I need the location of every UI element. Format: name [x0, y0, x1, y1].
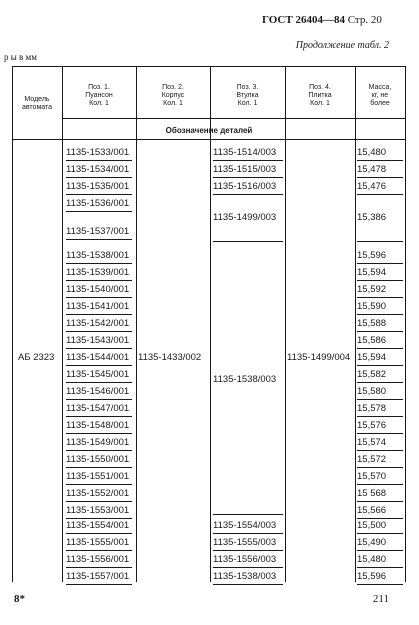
pos1-cell: 1135-1555/001 — [66, 537, 130, 548]
mass-cell: 15,588 — [357, 318, 387, 329]
pos1-underline — [66, 280, 132, 281]
designation-rule — [12, 139, 405, 140]
pos3-cell: 1135-1538/003 — [213, 571, 277, 582]
pos3-underline — [213, 584, 283, 585]
mass-underline — [357, 348, 403, 349]
pos1-cell: 1135-1535/001 — [66, 181, 130, 192]
pos3-cell: 1135-1555/003 — [213, 537, 277, 548]
mass-underline — [357, 399, 403, 400]
designation-subheader: Обозначение деталей — [165, 126, 253, 135]
mass-cell: 15,586 — [357, 335, 387, 346]
column-header-2 — [138, 84, 208, 108]
pos1-underline — [66, 239, 132, 240]
doc-number: ГОСТ 26404—84 — [262, 14, 345, 26]
pos1-underline — [66, 382, 132, 383]
pos1-underline — [66, 399, 132, 400]
mass-cell: 15,480 — [357, 147, 387, 158]
pos3-underline — [213, 550, 283, 551]
pos1-cell: 1135-1547/001 — [66, 403, 130, 414]
mass-underline — [357, 550, 403, 551]
pos1-underline — [66, 194, 132, 195]
mass-underline — [357, 331, 403, 332]
pos1-underline — [66, 263, 132, 264]
table-vline-3 — [210, 66, 211, 582]
pos3-underline — [213, 194, 283, 195]
mass-cell: 15,580 — [357, 386, 387, 397]
column-header-line: Поз. 1. — [88, 84, 110, 91]
pos1-underline — [66, 518, 132, 519]
footer-page-number: 211 — [372, 593, 389, 605]
column-header-5 — [357, 84, 403, 108]
korpus-cell: 1135-1433/002 — [138, 352, 202, 363]
table-continuation-note: Продолжение табл. 2 — [295, 40, 389, 51]
pos1-underline — [66, 550, 132, 551]
pos1-cell: 1135-1537/001 — [66, 226, 130, 237]
mass-cell: 15,572 — [357, 454, 387, 465]
pos1-underline — [66, 484, 132, 485]
pos3-merged-cell-2: 1135-1538/003 — [213, 374, 277, 385]
mass-underline — [357, 501, 403, 502]
pos1-underline — [66, 584, 132, 585]
pos3-cell: 1135-1556/003 — [213, 554, 277, 565]
table-vline-5 — [355, 66, 356, 582]
pos1-cell: 1135-1553/001 — [66, 505, 130, 516]
mass-cell: 15,582 — [357, 369, 387, 380]
mass-merged-underline — [357, 241, 403, 242]
pos1-underline — [66, 331, 132, 332]
mass-cell: 15,476 — [357, 181, 387, 192]
mass-underline — [357, 567, 403, 568]
mass-underline — [357, 584, 403, 585]
mass-underline — [357, 382, 403, 383]
column-header-1 — [64, 84, 134, 108]
mass-underline — [357, 314, 403, 315]
pos1-underline — [66, 450, 132, 451]
pos1-cell: 1135-1544/001 — [66, 352, 130, 363]
pos1-cell: 1135-1554/001 — [66, 520, 130, 531]
pos3-cell: 1135-1514/003 — [213, 147, 277, 158]
mass-cell: 15,574 — [357, 437, 387, 448]
pos1-cell: 1135-1542/001 — [66, 318, 130, 329]
pos1-underline — [66, 365, 132, 366]
pos3-cell: 1135-1516/003 — [213, 181, 277, 192]
mass-cell: 15,594 — [357, 267, 387, 278]
pos1-underline — [66, 567, 132, 568]
pos1-cell: 1135-1540/001 — [66, 284, 130, 295]
pos3-cell: 1135-1515/003 — [213, 164, 277, 175]
units-note: р ы в мм — [4, 52, 37, 62]
mass-cell: 15,478 — [357, 164, 387, 175]
pos1-cell: 1135-1539/001 — [66, 267, 130, 278]
pos1-cell: 1135-1546/001 — [66, 386, 130, 397]
column-header-line: Масса, — [368, 84, 392, 91]
page-number: Стр. 20 — [347, 14, 382, 26]
column-header-line: Поз. 4. — [309, 84, 331, 91]
pos1-cell: 1135-1556/001 — [66, 554, 130, 565]
pos3-merged-underline-2 — [213, 514, 283, 515]
footer-left-mark: 8* — [14, 593, 25, 605]
pos1-cell: 1135-1536/001 — [66, 198, 130, 209]
pos3-merged-cell: 1135-1499/003 — [213, 212, 277, 223]
table-vline-4 — [285, 66, 286, 582]
column-header-line: Кол. 1 — [163, 100, 183, 107]
column-header-line: Поз. 2. — [162, 84, 184, 91]
pos3-underline — [213, 160, 283, 161]
mass-underline — [357, 263, 403, 264]
pos1-underline — [66, 297, 132, 298]
pos1-cell: 1135-1538/001 — [66, 250, 130, 261]
mass-underline — [357, 484, 403, 485]
mass-cell: 15,566 — [357, 505, 387, 516]
column-header-4 — [287, 84, 353, 108]
pos1-underline — [66, 416, 132, 417]
table-vline-2 — [136, 66, 137, 582]
mass-cell: 15 568 — [357, 488, 387, 499]
model-cell: АБ 2323 — [18, 352, 55, 363]
mass-cell: 15,500 — [357, 520, 387, 531]
column-header-line: Пуансон — [85, 92, 113, 99]
pos1-underline — [66, 348, 132, 349]
pos1-cell: 1135-1549/001 — [66, 437, 130, 448]
mass-cell: 15,576 — [357, 420, 387, 431]
pos1-underline — [66, 160, 132, 161]
pos1-underline — [66, 533, 132, 534]
mass-cell: 15,596 — [357, 571, 387, 582]
column-header-line: кг, не — [371, 92, 389, 99]
pos1-cell: 1135-1548/001 — [66, 420, 130, 431]
mass-cell: 15,490 — [357, 537, 387, 548]
column-header-line: автомата — [21, 104, 53, 111]
column-header-0 — [14, 96, 60, 112]
pos3-underline — [213, 177, 283, 178]
table-vline-1 — [62, 66, 63, 582]
pos3-cell: 1135-1554/003 — [213, 520, 277, 531]
mass-underline — [357, 160, 403, 161]
mass-underline — [357, 433, 403, 434]
pos1-cell: 1135-1552/001 — [66, 488, 130, 499]
pos3-underline — [213, 567, 283, 568]
mass-underline — [357, 194, 403, 195]
pos1-cell: 1135-1534/001 — [66, 164, 130, 175]
column-header-3 — [212, 84, 283, 108]
mass-cell: 15,592 — [357, 284, 387, 295]
pos1-cell: 1135-1533/001 — [66, 147, 130, 158]
mass-underline — [357, 297, 403, 298]
table-top-rule — [12, 66, 405, 67]
header-rule — [62, 118, 405, 119]
pos1-underline — [66, 433, 132, 434]
mass-cell: 15,480 — [357, 554, 387, 565]
pos3-underline — [213, 533, 283, 534]
pos1-cell: 1135-1545/001 — [66, 369, 130, 380]
mass-cell: 15,590 — [357, 301, 387, 312]
column-header-line: Корпус — [161, 92, 185, 99]
column-header-line: Плитка — [308, 92, 332, 99]
pos3-merged-underline — [213, 241, 283, 242]
column-header-line: Кол. 1 — [237, 100, 258, 107]
pos1-cell: 1135-1551/001 — [66, 471, 130, 482]
column-header-line: Втулка — [236, 92, 259, 99]
table-vline-0 — [12, 66, 13, 582]
column-header-line: Кол. 1 — [89, 100, 109, 107]
mass-underline — [357, 450, 403, 451]
column-header-line: Поз. 3. — [236, 84, 259, 91]
mass-underline — [357, 365, 403, 366]
mass-cell: 15,596 — [357, 250, 387, 261]
document-header — [262, 14, 382, 26]
pos1-underline — [66, 177, 132, 178]
mass-underline — [357, 177, 403, 178]
mass-cell: 15,594 — [357, 352, 387, 363]
pos1-underline — [66, 314, 132, 315]
mass-cell: 15,570 — [357, 471, 387, 482]
column-header-line: более — [370, 100, 390, 107]
pos1-cell: 1135-1543/001 — [66, 335, 130, 346]
pos1-cell: 1135-1550/001 — [66, 454, 130, 465]
mass-underline — [357, 518, 403, 519]
mass-underline — [357, 416, 403, 417]
plitka-cell: 1135-1499/004 — [287, 352, 351, 363]
column-header-line: Кол. 1 — [310, 100, 330, 107]
mass-underline — [357, 533, 403, 534]
column-header-line: Модель — [24, 96, 50, 103]
pos1-underline — [66, 467, 132, 468]
table-vline-6 — [405, 66, 406, 582]
mass-underline — [357, 467, 403, 468]
pos1-underline — [66, 211, 132, 212]
mass-merged-cell: 15,386 — [357, 212, 387, 223]
pos1-cell: 1135-1557/001 — [66, 571, 130, 582]
pos1-cell: 1135-1541/001 — [66, 301, 130, 312]
mass-cell: 15,578 — [357, 403, 387, 414]
pos1-underline — [66, 501, 132, 502]
mass-underline — [357, 280, 403, 281]
